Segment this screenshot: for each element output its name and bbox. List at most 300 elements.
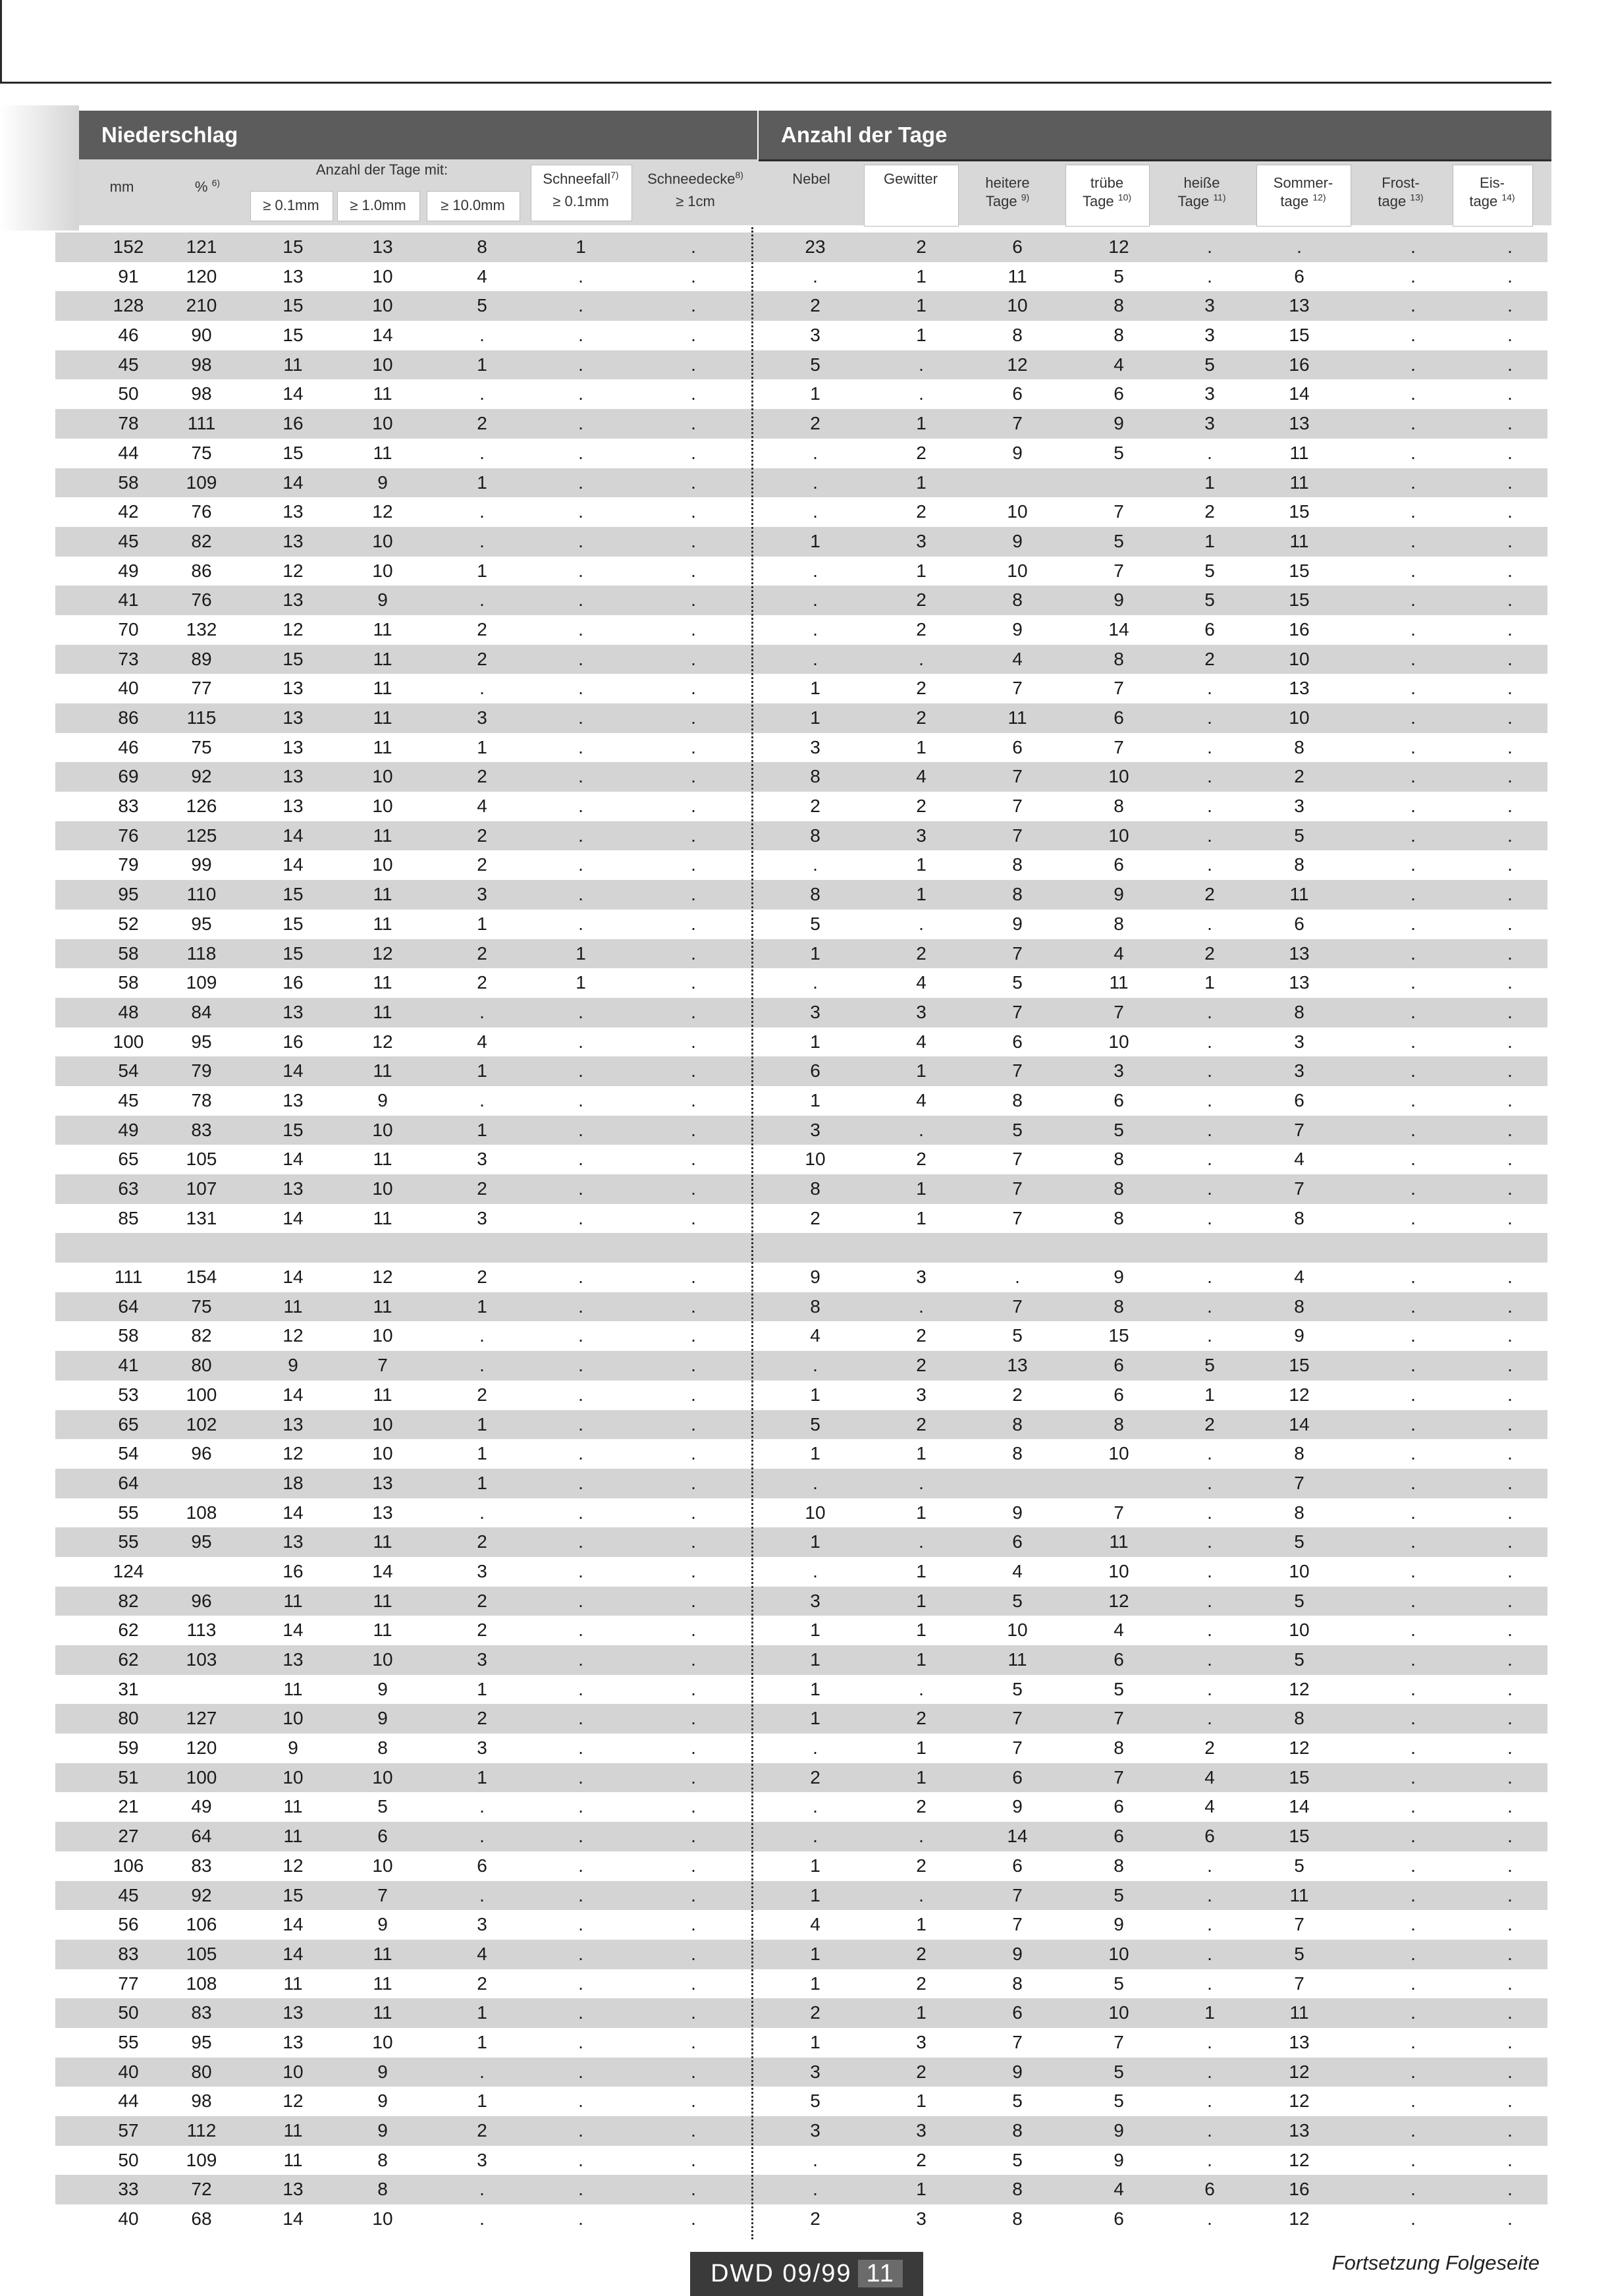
table-row xyxy=(55,968,1547,998)
col-heisse-tage-label: Tage xyxy=(1177,193,1210,209)
table-cell: 5 xyxy=(1114,1678,1124,1699)
table-cell: 1 xyxy=(916,1502,927,1523)
table-cell: 9 xyxy=(288,1355,298,1376)
table-cell: 11 xyxy=(373,618,392,640)
table-row xyxy=(55,2146,1547,2175)
table-cell: 62 xyxy=(118,1649,139,1670)
table-cell: 2 xyxy=(916,1149,927,1170)
table-cell: 3 xyxy=(1114,1060,1124,1081)
table-cell: 11 xyxy=(1289,2002,1309,2023)
table-cell: 7 xyxy=(1114,736,1124,757)
table-cell: 9 xyxy=(1114,1267,1124,1288)
table-cell: . xyxy=(479,2208,485,2229)
table-cell: . xyxy=(813,265,818,287)
table-cell: . xyxy=(1410,1031,1416,1052)
table-cell: . xyxy=(691,560,696,581)
table-cell: 2 xyxy=(1204,943,1215,964)
table-cell: 14 xyxy=(282,1502,304,1523)
table-cell: . xyxy=(691,618,696,640)
table-cell: . xyxy=(1207,1296,1212,1317)
table-cell: . xyxy=(578,325,583,346)
table-cell: 13 xyxy=(282,2179,304,2200)
table-row xyxy=(55,998,1547,1027)
table-cell: 13 xyxy=(372,1502,393,1523)
table-row xyxy=(55,2028,1547,2058)
table-cell: 6 xyxy=(1294,1089,1304,1110)
table-cell xyxy=(254,1233,333,1263)
table-cell: 5 xyxy=(1114,530,1124,551)
table-cell: . xyxy=(813,1826,818,1847)
table-cell: . xyxy=(578,442,583,463)
table-cell: 7 xyxy=(1012,1060,1023,1081)
table-cell: 1 xyxy=(810,383,820,404)
col-truebe-tage-label: Tage xyxy=(1082,193,1114,209)
table-cell: . xyxy=(1207,1089,1212,1110)
table-cell: . xyxy=(578,472,583,493)
table-cell: . xyxy=(1507,413,1513,434)
table-row xyxy=(55,880,1547,910)
table-cell: . xyxy=(1410,1060,1416,1081)
table-cell: . xyxy=(691,472,696,493)
table-cell: . xyxy=(1507,383,1513,404)
table-cell: 8 xyxy=(1114,913,1124,934)
table-cell: 2 xyxy=(1204,884,1215,905)
table-cell: . xyxy=(1507,1001,1513,1022)
table-cell: 10 xyxy=(372,530,393,551)
table-cell: 8 xyxy=(1012,2120,1023,2141)
table-cell: . xyxy=(578,1914,583,1935)
table-cell: 6 xyxy=(1114,1826,1124,1847)
table-cell: 11 xyxy=(373,1620,392,1641)
table-cell: . xyxy=(1507,1708,1513,1729)
table-cell: . xyxy=(1410,1178,1416,1199)
table-cell xyxy=(1170,1233,1249,1263)
table-cell: 46 xyxy=(118,736,139,757)
table-cell: 10 xyxy=(1108,2002,1129,2023)
table-cell: 64 xyxy=(118,1296,139,1317)
table-cell: 2 xyxy=(1204,501,1215,522)
table-cell: . xyxy=(691,1766,696,1788)
table-cell: . xyxy=(1507,1178,1513,1199)
table-cell: . xyxy=(813,472,818,493)
table-cell: 3 xyxy=(810,2061,820,2082)
table-cell: 15 xyxy=(1289,325,1310,346)
table-cell: 10 xyxy=(1289,707,1310,728)
table-cell: . xyxy=(1410,1649,1416,1670)
table-cell: 1 xyxy=(916,2002,927,2023)
table-cell: . xyxy=(1410,236,1416,257)
table-cell: 76 xyxy=(191,501,212,522)
col-truebe: trübe xyxy=(1090,175,1124,191)
table-cell: . xyxy=(1507,1472,1513,1493)
table-cell: 10 xyxy=(372,854,393,875)
table-cell: 3 xyxy=(477,2149,487,2170)
table-cell: 2 xyxy=(477,1973,487,1994)
table-cell: 4 xyxy=(810,1325,820,1346)
left-shade xyxy=(0,105,79,231)
table-cell: 10 xyxy=(1108,1443,1129,1464)
col-mm: mm xyxy=(109,178,134,195)
table-cell: . xyxy=(1207,1472,1212,1493)
table-cell: 1 xyxy=(810,2031,820,2052)
table-cell: 14 xyxy=(282,1620,304,1641)
table-cell: 5 xyxy=(1204,354,1215,375)
col-eis-note: 14) xyxy=(1501,192,1515,203)
table-cell: . xyxy=(691,2179,696,2200)
table-cell: 8 xyxy=(1114,325,1124,346)
section-separator xyxy=(751,227,753,2239)
table-cell: . xyxy=(479,1826,485,1847)
table-cell: 2 xyxy=(1204,1413,1215,1435)
table-cell: 58 xyxy=(118,972,139,993)
table-cell: 13 xyxy=(282,1413,304,1435)
table-cell: . xyxy=(691,1089,696,1110)
table-cell: . xyxy=(479,501,485,522)
table-cell: . xyxy=(691,1914,696,1935)
section-anzahl-tage xyxy=(759,111,1551,159)
table-cell: 11 xyxy=(373,1296,392,1317)
table-row xyxy=(55,1498,1547,1528)
table-cell: 15 xyxy=(282,325,304,346)
table-cell: 44 xyxy=(118,442,139,463)
table-cell: 11 xyxy=(373,1207,392,1228)
table-row xyxy=(55,1204,1547,1234)
table-cell: 73 xyxy=(118,648,139,669)
table-cell: . xyxy=(691,943,696,964)
table-cell: . xyxy=(1410,1560,1416,1581)
table-cell: . xyxy=(813,1472,818,1493)
table-cell: 11 xyxy=(373,2002,392,2023)
table-cell: . xyxy=(1410,1149,1416,1170)
table-cell xyxy=(1470,1233,1549,1263)
table-row xyxy=(55,262,1547,292)
table-cell: . xyxy=(691,972,696,993)
table-cell: 8 xyxy=(1012,2208,1023,2229)
table-cell: . xyxy=(1507,1502,1513,1523)
table-cell: . xyxy=(813,648,818,669)
table-cell: . xyxy=(578,2061,583,2082)
table-row xyxy=(55,1527,1547,1557)
table-cell: 1 xyxy=(916,1178,927,1199)
table-cell: 9 xyxy=(1114,884,1124,905)
table-cell: 7 xyxy=(1012,796,1023,817)
table-cell: . xyxy=(1507,1560,1513,1581)
col-heitere-note: 9) xyxy=(1021,192,1030,203)
table-cell: 8 xyxy=(1012,1413,1023,1435)
table-cell: . xyxy=(813,2179,818,2200)
table-row xyxy=(55,674,1547,703)
table-cell: 1 xyxy=(810,530,820,551)
table-row xyxy=(55,2116,1547,2146)
table-cell: 100 xyxy=(186,1766,217,1788)
table-cell: 27 xyxy=(118,1826,139,1847)
table-cell: 1 xyxy=(810,1089,820,1110)
table-cell: 4 xyxy=(1294,1267,1304,1288)
continuation-note: Fortsetzung Folgeseite xyxy=(1331,2251,1540,2274)
table-cell: 5 xyxy=(1294,1943,1304,1964)
table-cell: 82 xyxy=(191,1325,212,1346)
table-cell: 11 xyxy=(373,1531,392,1552)
table-cell: . xyxy=(578,1413,583,1435)
table-cell: . xyxy=(479,530,485,551)
table-cell: 75 xyxy=(191,442,212,463)
table-cell: . xyxy=(1410,1502,1416,1523)
table-cell: . xyxy=(1410,884,1416,905)
table-cell: . xyxy=(691,678,696,699)
table-cell: . xyxy=(578,648,583,669)
table-cell: 65 xyxy=(118,1149,139,1170)
table-row xyxy=(55,379,1547,409)
table-row xyxy=(55,1969,1547,1999)
table-cell: 57 xyxy=(118,2120,139,2141)
table-cell: 8 xyxy=(1114,1413,1124,1435)
table-cell: 1 xyxy=(1204,2002,1215,2023)
table-cell: 9 xyxy=(1012,442,1023,463)
table-row xyxy=(55,1174,1547,1204)
col-heitere: heitere xyxy=(985,175,1030,191)
table-cell: . xyxy=(1507,1443,1513,1464)
table-cell: . xyxy=(691,854,696,875)
table-cell: 9 xyxy=(810,1267,820,1288)
table-row xyxy=(55,1675,1547,1705)
table-cell: 2 xyxy=(916,1413,927,1435)
table-cell: 1 xyxy=(1204,472,1215,493)
table-cell: . xyxy=(813,618,818,640)
table-cell: . xyxy=(1410,2061,1416,2082)
table-cell: 115 xyxy=(186,707,217,728)
table-cell: 8 xyxy=(1012,1089,1023,1110)
table-cell: . xyxy=(479,442,485,463)
table-cell: 8 xyxy=(1114,796,1124,817)
table-cell: 5 xyxy=(1294,1590,1304,1611)
table-cell: 75 xyxy=(191,736,212,757)
table-cell: 2 xyxy=(477,1178,487,1199)
table-cell: 7 xyxy=(1294,1178,1304,1199)
table-row xyxy=(55,1763,1547,1793)
table-cell: 15 xyxy=(1289,1826,1310,1847)
table-cell: 9 xyxy=(1012,1502,1023,1523)
table-cell: 2 xyxy=(916,707,927,728)
table-cell: 102 xyxy=(186,1413,217,1435)
table-cell: 11 xyxy=(373,913,392,934)
table-cell: 111 xyxy=(114,1267,143,1288)
table-cell: 8 xyxy=(1012,2179,1023,2200)
table-cell: 7 xyxy=(1012,766,1023,787)
table-cell: 10 xyxy=(372,766,393,787)
table-cell: 10 xyxy=(372,560,393,581)
table-cell: 1 xyxy=(477,2031,487,2052)
table-cell: . xyxy=(1207,2149,1212,2170)
table-cell xyxy=(1374,1233,1453,1263)
table-cell: 6 xyxy=(1114,2208,1124,2229)
table-cell: 7 xyxy=(1012,1207,1023,1228)
table-cell: 1 xyxy=(477,736,487,757)
table-cell: 10 xyxy=(372,1443,393,1464)
table-cell: . xyxy=(1410,325,1416,346)
table-cell: 9 xyxy=(288,1737,298,1759)
table-cell: 1 xyxy=(576,943,586,964)
table-cell: 11 xyxy=(1289,530,1309,551)
table-cell: . xyxy=(578,1443,583,1464)
table-cell: 11 xyxy=(1008,707,1027,728)
table-cell: 1 xyxy=(477,1060,487,1081)
table-cell: 51 xyxy=(118,1766,139,1788)
table-cell: 12 xyxy=(372,501,393,522)
table-row xyxy=(55,1292,1547,1322)
table-cell: 5 xyxy=(1012,2091,1023,2112)
table-cell: 1 xyxy=(810,1620,820,1641)
table-cell: 14 xyxy=(282,1914,304,1935)
table-cell: . xyxy=(691,1325,696,1346)
table-cell: . xyxy=(578,1590,583,1611)
table-cell: 10 xyxy=(372,1649,393,1670)
table-cell: . xyxy=(479,1884,485,1905)
table-cell: . xyxy=(1410,1855,1416,1876)
table-cell: 86 xyxy=(118,707,139,728)
table-cell: 2 xyxy=(916,501,927,522)
col-gewitter: Gewitter xyxy=(884,171,938,187)
table-cell: 13 xyxy=(282,265,304,287)
table-cell: . xyxy=(1207,2061,1212,2082)
table-cell: 59 xyxy=(118,1737,139,1759)
table-cell: 7 xyxy=(1114,1708,1124,1729)
table-cell: . xyxy=(691,501,696,522)
table-cell: 95 xyxy=(118,884,139,905)
table-cell: 10 xyxy=(372,1855,393,1876)
col-eis-tage xyxy=(1453,192,1532,211)
table-row xyxy=(55,1557,1547,1587)
table-cell: . xyxy=(1507,736,1513,757)
table-cell: 2 xyxy=(477,1708,487,1729)
table-row xyxy=(55,1439,1547,1469)
table-cell: 111 xyxy=(187,413,216,434)
table-cell: 1 xyxy=(916,1060,927,1081)
table-row xyxy=(55,1263,1547,1292)
table-cell: 16 xyxy=(282,972,304,993)
table-cell: 91 xyxy=(118,265,139,287)
table-cell: . xyxy=(813,501,818,522)
table-cell: 1 xyxy=(477,1413,487,1435)
table-cell: 154 xyxy=(186,1267,217,1288)
table-cell: . xyxy=(691,1355,696,1376)
table-cell: 13 xyxy=(1289,972,1310,993)
table-cell: . xyxy=(1410,943,1416,964)
table-cell: . xyxy=(691,1826,696,1847)
table-cell: 10 xyxy=(1289,648,1310,669)
table-cell: 1 xyxy=(810,1678,820,1699)
table-cell: 5 xyxy=(1012,1119,1023,1140)
table-cell: . xyxy=(1507,2120,1513,2141)
table-row xyxy=(55,468,1547,498)
table-cell: . xyxy=(1410,442,1416,463)
table-cell: 7 xyxy=(1012,1149,1023,1170)
table-row xyxy=(55,1116,1547,1145)
table-cell: 13 xyxy=(282,1001,304,1022)
table-cell: . xyxy=(691,1590,696,1611)
table-cell: 1 xyxy=(477,2002,487,2023)
table-cell: 9 xyxy=(377,2091,388,2112)
table-cell: 1 xyxy=(477,1296,487,1317)
table-cell: . xyxy=(1207,1060,1212,1081)
table-cell: . xyxy=(1507,1973,1513,1994)
table-cell: 15 xyxy=(282,884,304,905)
table-cell: 77 xyxy=(118,1973,139,1994)
table-cell: 108 xyxy=(186,1973,217,1994)
table-cell: 55 xyxy=(118,2031,139,2052)
table-cell: . xyxy=(1410,648,1416,669)
table-cell: 12 xyxy=(372,1267,393,1288)
table-row xyxy=(55,2087,1547,2116)
table-cell: 8 xyxy=(1114,295,1124,316)
table-cell: 13 xyxy=(1289,413,1310,434)
table-cell: 3 xyxy=(477,1649,487,1670)
table-cell: 2 xyxy=(1204,648,1215,669)
table-cell: 10 xyxy=(1289,1560,1310,1581)
table-cell: 11 xyxy=(373,442,392,463)
table-cell: . xyxy=(578,1943,583,1964)
col-sommer: Sommer- xyxy=(1273,175,1333,191)
col-ge10: ≥ 1.0mm xyxy=(350,197,406,213)
table-cell xyxy=(978,1233,1057,1263)
table-cell: . xyxy=(813,854,818,875)
table-row xyxy=(55,1145,1547,1174)
table-cell: 6 xyxy=(1012,1855,1023,1876)
col-schneedecke-sub: ≥ 1cm xyxy=(676,193,715,209)
table-cell: 55 xyxy=(118,1531,139,1552)
table-cell: . xyxy=(691,1943,696,1964)
table-cell: 120 xyxy=(186,265,217,287)
table-cell: . xyxy=(578,1560,583,1581)
table-cell: 12 xyxy=(282,618,304,640)
table-cell: . xyxy=(578,1649,583,1670)
table-cell: . xyxy=(1507,1384,1513,1405)
table-cell: . xyxy=(691,766,696,787)
table-cell: 1 xyxy=(810,1384,820,1405)
table-cell: 113 xyxy=(186,1620,217,1641)
table-cell: 3 xyxy=(477,1560,487,1581)
table-cell: 2 xyxy=(477,854,487,875)
table-cell: 83 xyxy=(118,1943,139,1964)
table-cell: 3 xyxy=(477,1149,487,1170)
table-cell: . xyxy=(1507,884,1513,905)
table-cell: 4 xyxy=(1114,2179,1124,2200)
table-cell: 1 xyxy=(477,354,487,375)
table-cell: 5 xyxy=(1294,1649,1304,1670)
table-cell: . xyxy=(1507,1531,1513,1552)
table-cell: 13 xyxy=(372,236,393,257)
table-cell: 121 xyxy=(186,236,217,257)
table-cell: 3 xyxy=(477,1914,487,1935)
table-cell: 11 xyxy=(373,1060,392,1081)
table-cell: 1 xyxy=(810,1031,820,1052)
table-cell: 8 xyxy=(377,2149,388,2170)
table-row xyxy=(55,1645,1547,1675)
table-cell: . xyxy=(1410,383,1416,404)
table-cell: . xyxy=(919,1119,924,1140)
table-cell: 21 xyxy=(118,1796,139,1817)
table-cell: 16 xyxy=(282,1031,304,1052)
table-cell: . xyxy=(691,1060,696,1081)
table-cell: 11 xyxy=(1109,1531,1129,1552)
table-cell: . xyxy=(1507,1296,1513,1317)
table-cell: . xyxy=(1207,1031,1212,1052)
table-cell: . xyxy=(1207,236,1212,257)
table-cell: . xyxy=(1507,1413,1513,1435)
table-cell: . xyxy=(1207,1207,1212,1228)
table-cell: 10 xyxy=(805,1149,826,1170)
table-cell: 2 xyxy=(477,943,487,964)
table-cell: . xyxy=(1507,1943,1513,1964)
